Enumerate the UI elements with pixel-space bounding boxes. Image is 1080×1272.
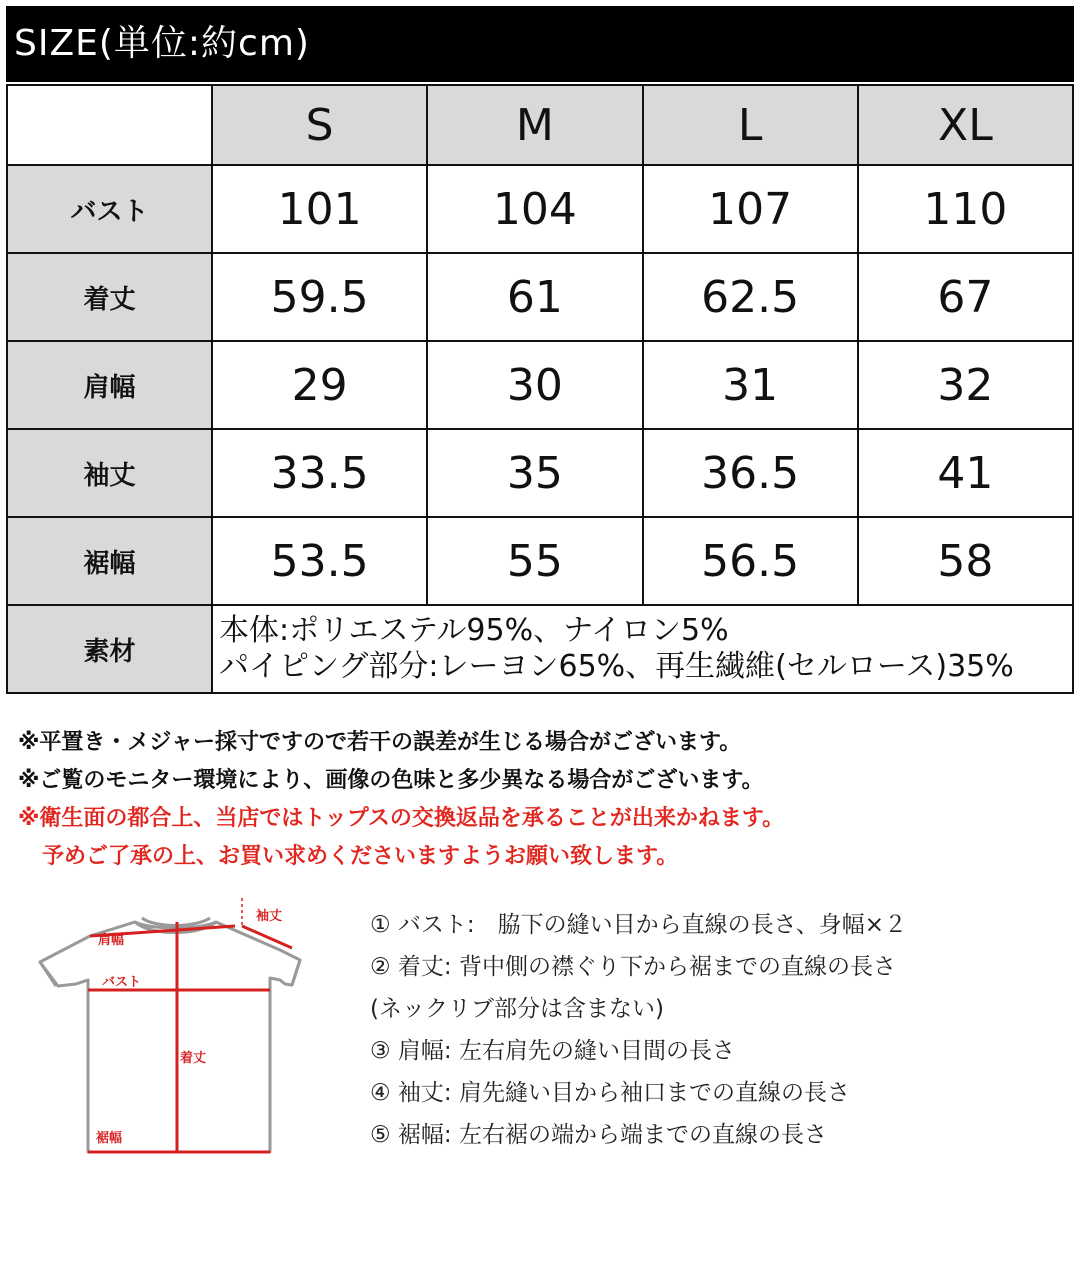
diagram-label-length: 着丈 [180,1051,207,1066]
size-table-header-row [7,85,1073,165]
row-label-shoulder: 肩幅 [7,341,212,429]
row-label-material: 素材 [7,605,212,693]
row-label-hem: 裾幅 [7,517,212,605]
table-cell: 41 [858,429,1073,517]
table-cell: 104 [427,165,642,253]
legend-item-hem: ⑤ 裾幅: 左右裾の端から端までの直線の長さ [370,1122,827,1148]
table-row-length [7,253,1073,341]
legend-item-bust: ① バスト: 脇下の縫い目から直線の長さ、身幅×２ [370,912,908,938]
size-header-title: SIZE(単位:約cm) [14,23,310,64]
table-cell: 101 [212,165,427,253]
table-cell: 36.5 [643,429,858,517]
table-cell: 67 [858,253,1073,341]
size-table [6,84,1074,694]
material-line-body: 本体:ポリエステル95%、ナイロン5% [219,613,729,648]
row-label-length: 着丈 [7,253,212,341]
table-row-hem [7,517,1073,605]
measurement-legend [370,904,1050,1156]
diagram-label-hem: 裾幅 [96,1131,123,1146]
material-line-piping: パイピング部分:レーヨン65%、再生繊維(セルロース)35% [219,649,1014,684]
row-label-sleeve: 袖丈 [7,429,212,517]
table-cell: 35 [427,429,642,517]
table-cell: 56.5 [643,517,858,605]
table-corner-cell [7,85,212,165]
notes-block [18,724,1058,876]
table-cell: 32 [858,341,1073,429]
table-cell: 59.5 [212,253,427,341]
table-row-bust [7,165,1073,253]
table-cell: 53.5 [212,517,427,605]
table-cell: 30 [427,341,642,429]
table-cell: 107 [643,165,858,253]
table-row-material [7,605,1073,693]
table-cell: 31 [643,341,858,429]
table-cell: 58 [858,517,1073,605]
table-cell: 61 [427,253,642,341]
row-label-bust: バスト [7,165,212,253]
table-row-shoulder [7,341,1073,429]
diagram-label-shoulder: 肩幅 [98,933,125,948]
table-cell: 62.5 [643,253,858,341]
table-row-sleeve [7,429,1073,517]
note-monitor: ※ご覧のモニター環境により、画像の色味と多少異なる場合がございます。 [18,768,764,793]
note-measurement: ※平置き・メジャー採寸ですので若干の誤差が生じる場合がございます。 [18,730,742,755]
column-header-xl: XL [858,85,1073,165]
legend-item-length-note: (ネックリブ部分は含まない) [370,996,664,1022]
table-cell: 55 [427,517,642,605]
material-cell [212,605,1073,693]
note-return-policy-continued: 予めご了承の上、お買い求めくださいますようお願い致します。 [42,844,679,869]
legend-item-sleeve: ④ 袖丈: 肩先縫い目から袖口までの直線の長さ [370,1080,850,1106]
note-return-policy: ※衛生面の都合上、当店ではトップスの交換返品を承ることが出来かねます。 [18,806,785,831]
table-cell: 110 [858,165,1073,253]
diagram-label-bust: バスト [102,975,142,990]
column-header-l: L [643,85,858,165]
tshirt-outline-icon [30,890,330,1170]
diagram-label-sleeve: 袖丈 [256,909,283,924]
column-header-s: S [212,85,427,165]
column-header-m: M [427,85,642,165]
table-cell: 29 [212,341,427,429]
size-header [6,6,1074,82]
legend-item-length: ② 着丈: 背中側の襟ぐり下から裾までの直線の長さ [370,954,896,980]
table-cell: 33.5 [212,429,427,517]
legend-item-shoulder: ③ 肩幅: 左右肩先の縫い目間の長さ [370,1038,735,1064]
